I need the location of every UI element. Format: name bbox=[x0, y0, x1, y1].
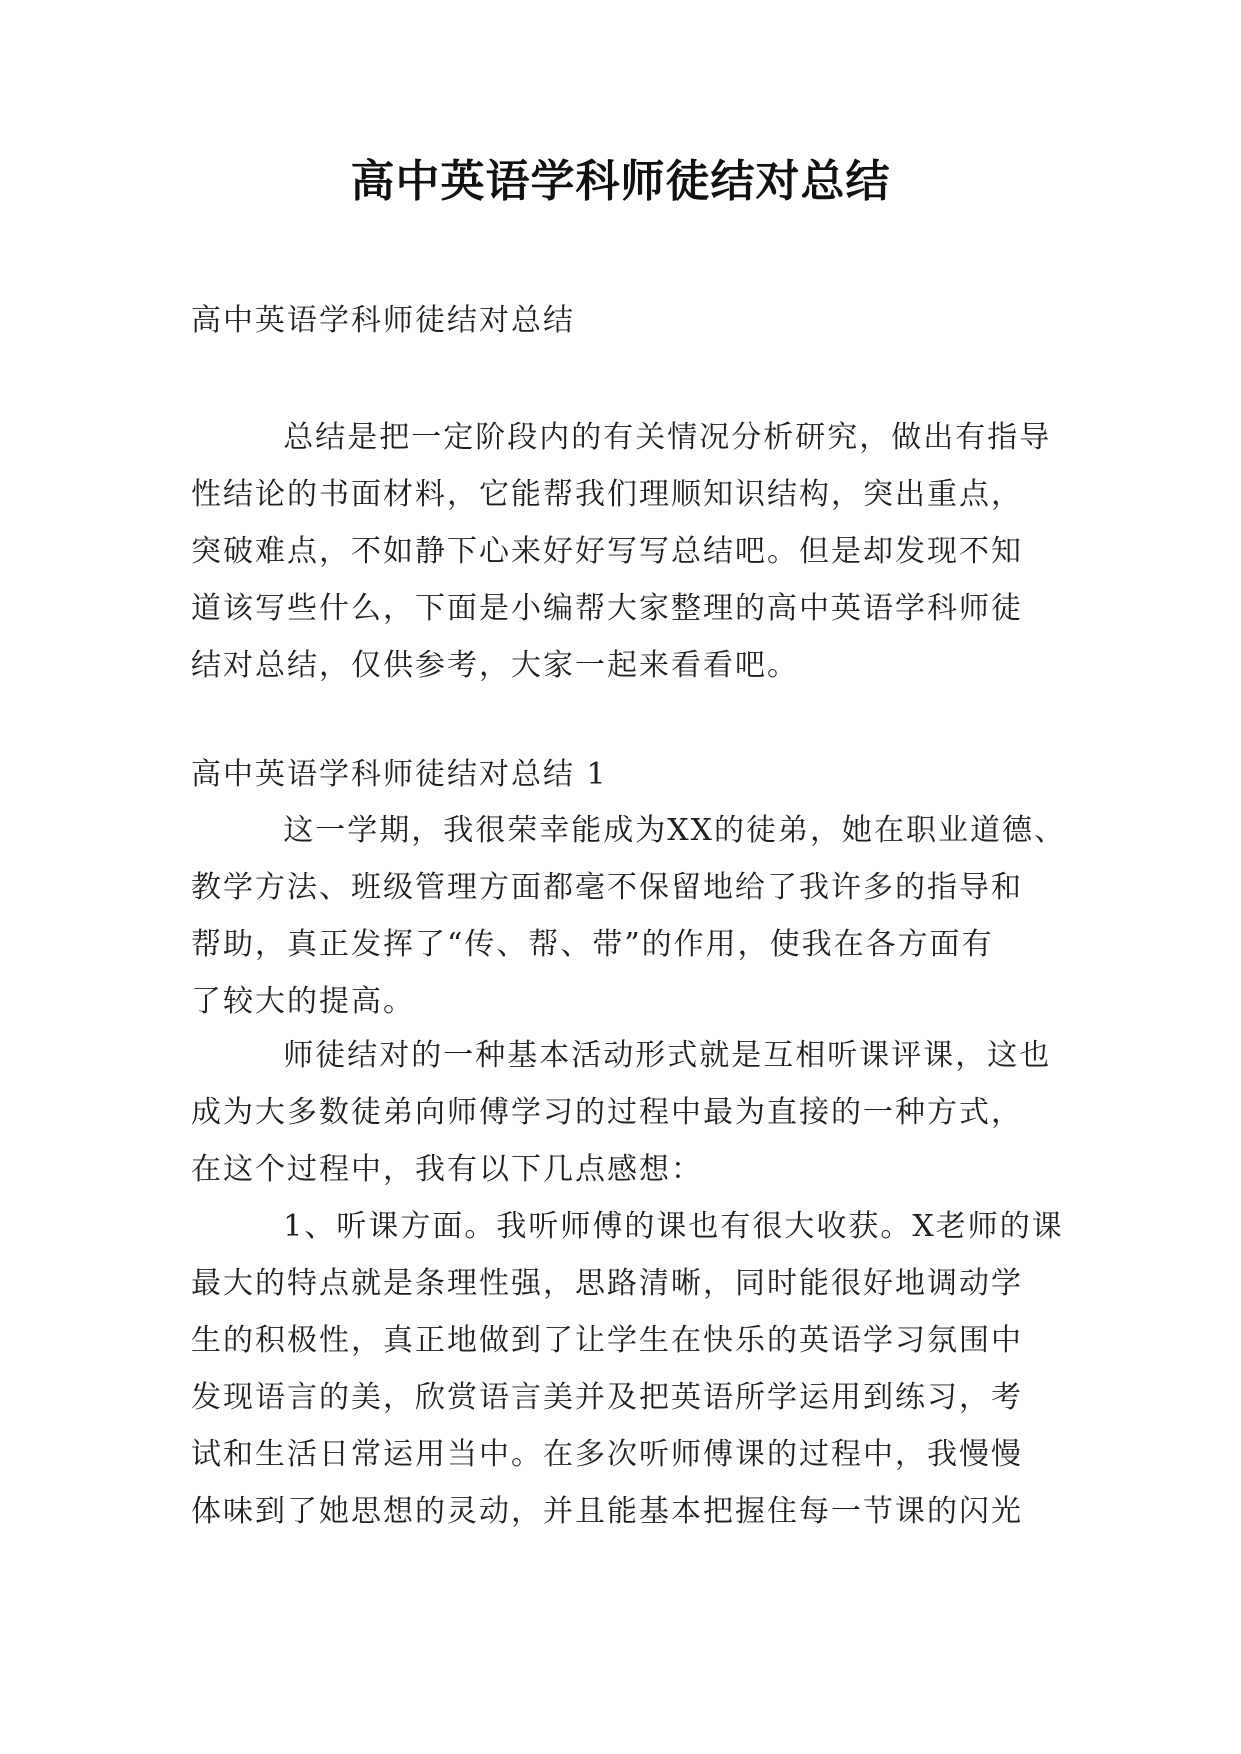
body-paragraph: 师徒结对的一种基本活动形式就是互相听课评课，这也 成为大多数徒弟向师傅学习的过程中最为直接的一种方式， 在这个过程中，我有以下几点感想： bbox=[191, 1038, 1052, 1187]
section-heading: 高中英语学科师徒结对总结 1 bbox=[191, 757, 608, 792]
body-paragraph: 1、听课方面。我听师傅的课也有很大收获。X老师的课 最大的特点就是条理性强，思路清晰，同时能很好地调动学 生的积极性，真正地做到了让学生在快乐的英语学习氛围中 发现语言的美，欣赏语言美并及把英语所学运用到练习，考 试和生活日常运用当中。在多次听师傅课的过程中，我慢慢 体味到了她思想的灵动，并且能基本把握住每一节课的闪光 bbox=[191, 1209, 1064, 1529]
body-paragraph: 这一学期，我很荣幸能成为XX的徒弟，她在职业道德、 教学方法、班级管理方面都毫不保留地给了我许多的指导和 帮助，真正发挥了“传、帮、带”的作用，使我在各方面有 了较大的提高。 bbox=[191, 813, 1067, 1019]
intro-paragraph: 总结是把一定阶段内的有关情况分析研究，做出有指导 性结论的书面材料，它能帮我们理顺知识结构，突出重点， 突破难点，不如静下心来好好写写总结吧。但是却发现不知 道该写些什么，下面是小编帮大家整理的高中英语学科师徒 结对总结，仅供参考，大家一起来看看吧。 bbox=[191, 420, 1052, 683]
document-title: 高中英语学科师徒结对总结 bbox=[350, 156, 891, 207]
document-subtitle: 高中英语学科师徒结对总结 bbox=[191, 303, 575, 338]
